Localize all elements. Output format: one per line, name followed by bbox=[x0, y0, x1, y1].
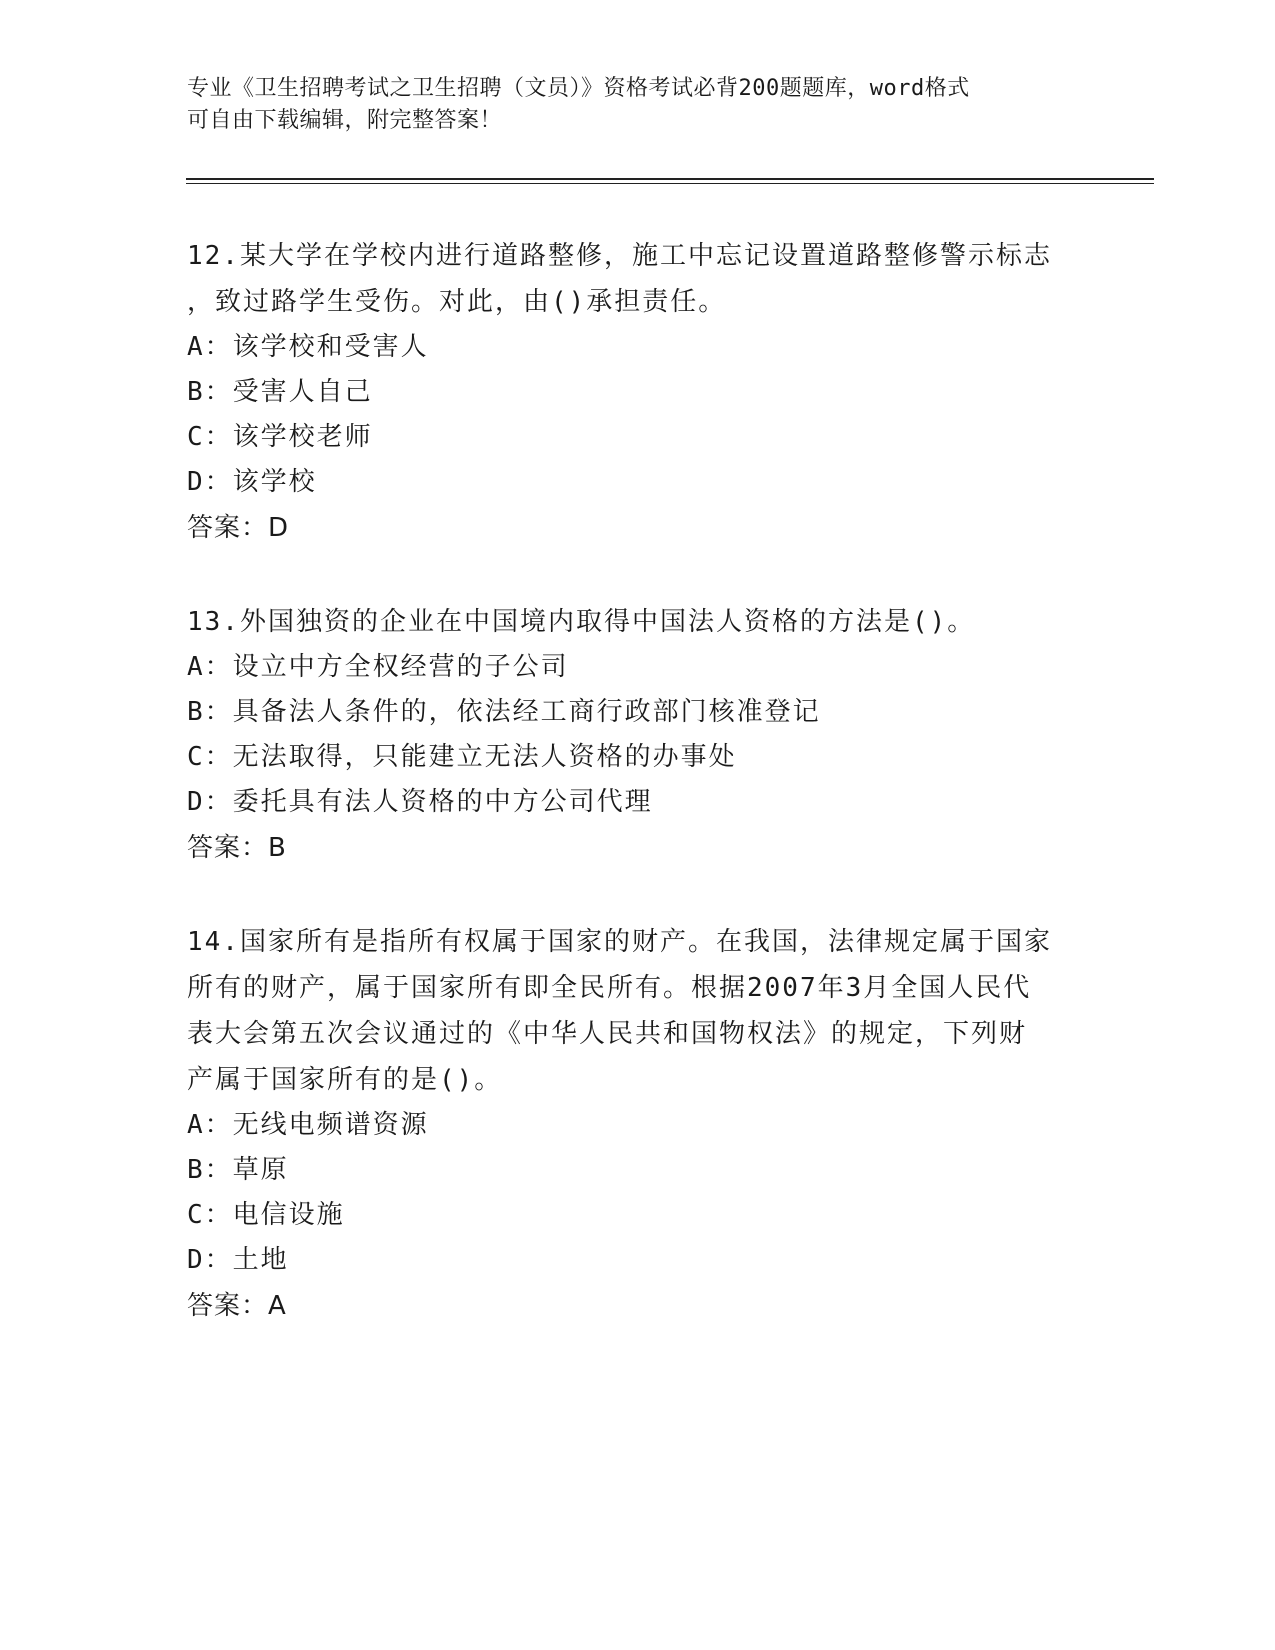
header-divider-thin bbox=[186, 183, 1154, 184]
header-line-1: 专业《卫生招聘考试之卫生招聘（文员）》资格考试必背200题题库，word格式 bbox=[187, 76, 970, 101]
question-stem-line: ，致过路学生受伤。对此，由()承担责任。 bbox=[187, 287, 727, 317]
header-line-2: 可自由下载编辑，附完整答案！ bbox=[187, 108, 503, 133]
option-d: D：委托具有法人资格的中方公司代理 bbox=[187, 787, 653, 817]
option-d: D：该学校 bbox=[187, 467, 317, 497]
question-14 bbox=[187, 919, 1077, 1329]
answer: 答案：D bbox=[187, 513, 290, 543]
question-12 bbox=[187, 233, 1077, 551]
option-a: A：设立中方全权经营的子公司 bbox=[187, 652, 569, 682]
document-header bbox=[187, 73, 1087, 137]
question-stem-line: 12.某大学在学校内进行道路整修，施工中忘记设置道路整修警示标志 bbox=[187, 241, 1052, 271]
answer: 答案：B bbox=[187, 833, 287, 863]
question-stem-line: 产属于国家所有的是()。 bbox=[187, 1065, 503, 1095]
option-b: B：具备法人条件的，依法经工商行政部门核准登记 bbox=[187, 697, 821, 727]
question-stem-line: 14.国家所有是指所有权属于国家的财产。在我国，法律规定属于国家 bbox=[187, 927, 1052, 957]
option-c: C：该学校老师 bbox=[187, 422, 373, 452]
option-d: D：土地 bbox=[187, 1245, 289, 1275]
question-stem-line: 所有的财产，属于国家所有即全民所有。根据2007年3月全国人民代 bbox=[187, 973, 1032, 1003]
question-stem-line: 13.外国独资的企业在中国境内取得中国法人资格的方法是()。 bbox=[187, 607, 976, 637]
option-b: B：草原 bbox=[187, 1155, 289, 1185]
header-divider-thick bbox=[186, 178, 1154, 180]
option-a: A：无线电频谱资源 bbox=[187, 1110, 429, 1140]
option-b: B：受害人自己 bbox=[187, 377, 373, 407]
option-c: C：无法取得，只能建立无法人资格的办事处 bbox=[187, 742, 737, 772]
question-stem-line: 表大会第五次会议通过的《中华人民共和国物权法》的规定，下列财 bbox=[187, 1019, 1028, 1049]
question-13 bbox=[187, 599, 1077, 871]
option-c: C：电信设施 bbox=[187, 1200, 345, 1230]
option-a: A：该学校和受害人 bbox=[187, 332, 429, 362]
answer: 答案：A bbox=[187, 1291, 287, 1321]
